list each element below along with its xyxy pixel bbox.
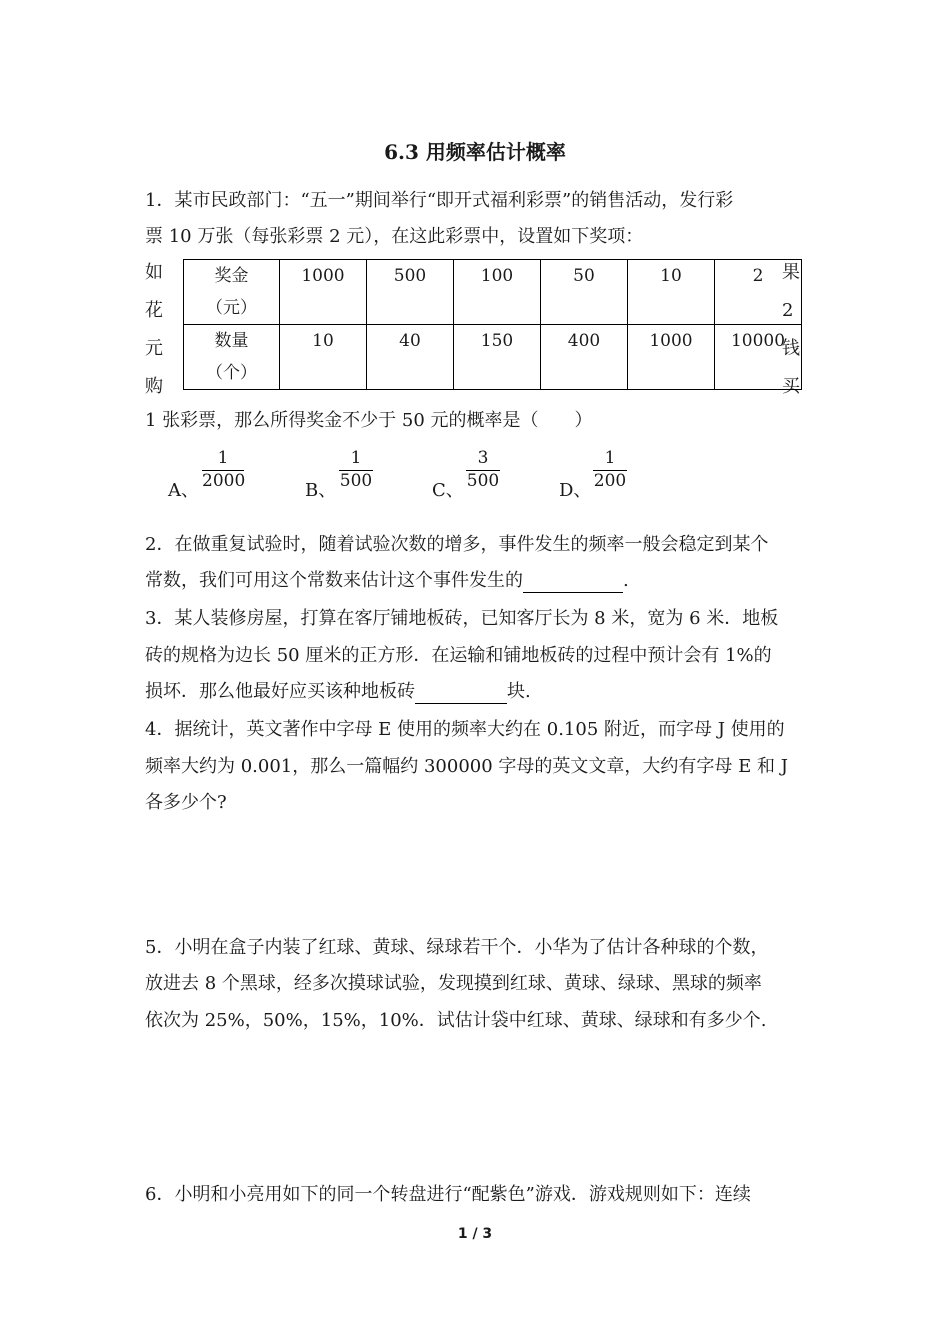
q3-line3 [145,681,531,704]
header-line: （个） [206,363,257,383]
q1-line3: 1 张彩票，那么所得奖金不少于 50 元的概率是（ ） [145,410,593,431]
option-label: B、 [305,480,337,501]
q4-line2: 频率大约为 0.001，那么一篇幅约 300000 字母的英文文章，大约有字母 E 和 J [145,756,788,777]
q5-line1: 5．小明在盒子内装了红球、黄球、绿球若干个．小华为了估计各种球的个数， [145,937,769,958]
numerator: 1 [217,448,229,468]
q5-line2: 放进去 8 个黑球，经多次摸球试验，发现摸到红球、黄球、绿球、黑球的频率 [145,973,762,994]
numerator: 3 [477,448,489,468]
fraction [339,448,373,491]
numerator: 1 [350,448,362,468]
prize-count-header [184,325,280,390]
denominator: 200 [593,471,627,491]
q2-period: . [623,570,629,591]
header-line: 数量 [214,331,249,351]
q3-suffix: 块. [507,681,531,702]
denominator: 500 [466,471,500,491]
q3-text: 损坏．那么他最好应买该种地板砖 [145,681,415,702]
option-label: A、 [168,480,199,501]
table-cell: 150 [454,325,541,390]
q4-line1: 4．据统计，英文著作中字母 E 使用的频率大约在 0.105 附近，而字母 J 使用的 [145,719,785,740]
q2-line2 [145,570,629,593]
q1-right-char-1: 果 [782,262,800,283]
table-cell: 2 [715,260,802,325]
prize-row-count [184,325,802,390]
table-cell: 50 [541,260,628,325]
table-cell: 100 [454,260,541,325]
header-line: （元） [206,298,257,318]
q1-left-char-3: 元 [145,338,163,359]
table-cell: 1000 [280,260,367,325]
q3-line1: 3．某人装修房屋，打算在客厅铺地板砖，已知客厅长为 8 米，宽为 6 米．地板 [145,608,779,629]
q2-line1: 2．在做重复试验时，随着试验次数的增多，事件发生的频率一般会稳定到某个 [145,534,769,555]
q1-right-char-4: 买 [782,376,800,397]
option-a [168,448,258,500]
option-label: D、 [559,480,592,501]
table-cell: 10 [628,260,715,325]
answer-blank[interactable] [415,681,507,704]
q1-left-char-1: 如 [145,262,163,283]
q1-right-char-3: 钱 [782,338,800,359]
q1-right-char-2: 2 [782,300,794,321]
option-label: C、 [432,480,464,501]
header-line: 奖金 [214,266,249,286]
q5-line3: 依次为 25%，50%，15%，10%．试估计袋中红球、黄球、绿球和有多少个. [145,1010,767,1031]
option-b [305,448,385,500]
table-cell: 40 [367,325,454,390]
q1-left-char-4: 购 [145,376,163,397]
prize-row-amount [184,260,802,325]
table-cell: 400 [541,325,628,390]
denominator: 500 [339,471,373,491]
table-cell: 1000 [628,325,715,390]
fraction [202,448,244,491]
page-number: 1 / 3 [457,1226,493,1242]
fraction [466,448,500,491]
q6-line1: 6．小明和小亮用如下的同一个转盘进行“配紫色”游戏．游戏规则如下：连续 [145,1184,751,1205]
q2-text: 常数，我们可用这个常数来估计这个事件发生的 [145,570,523,591]
numerator: 1 [604,448,616,468]
q3-line2: 砖的规格为边长 50 厘米的正方形．在运输和铺地板砖的过程中预计会有 1%的 [145,645,772,666]
table-cell: 500 [367,260,454,325]
option-d [559,448,639,500]
q4-line3: 各多少个? [145,792,227,813]
fraction [593,448,627,491]
option-c [432,448,512,500]
q1-line1: 1．某市民政部门：“五一”期间举行“即开式福利彩票”的销售活动，发行彩 [145,190,734,211]
prize-amount-header [184,260,280,325]
table-cell: 10000 [715,325,802,390]
prize-table [183,259,802,390]
table-cell: 10 [280,325,367,390]
denominator: 2000 [202,471,246,491]
q1-line2: 票 10 万张（每张彩票 2 元），在这此彩票中，设置如下奖项： [145,226,644,247]
answer-blank[interactable] [523,570,623,593]
page-title: 6.3 用频率估计概率 [384,140,566,164]
q1-left-char-2: 花 [145,300,163,321]
